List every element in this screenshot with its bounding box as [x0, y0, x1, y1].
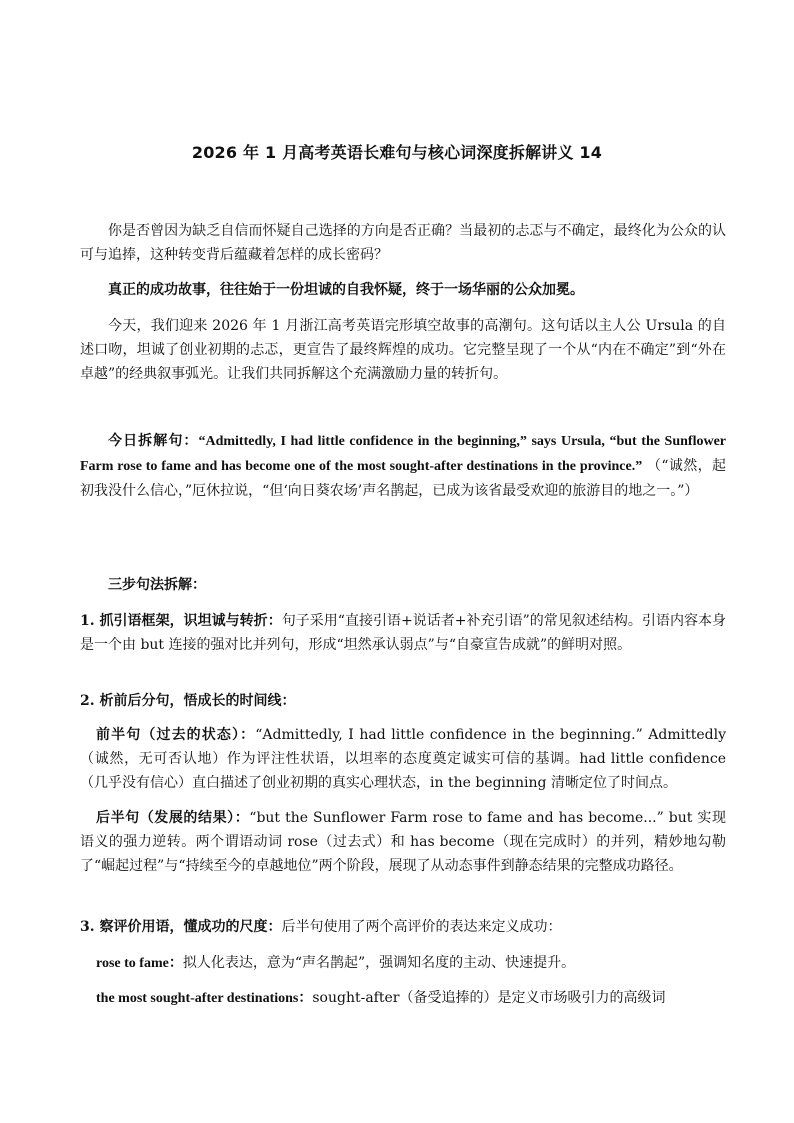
lead-sentence: 真正的成功故事，往往始于一份坦诚的自我怀疑，终于一场华丽的公众加冕。	[108, 282, 584, 298]
first-clause-paragraph	[80, 723, 726, 795]
rose-to-fame-term: rose to fame：	[96, 956, 183, 971]
rose-to-fame-item	[96, 951, 726, 976]
sentence-translation: （“诚然，起初我没什么信心，”厄休拉说，“但‘向日葵农场’声名鹊起，已成为该省最受欢迎的旅游目的地之一。”）	[80, 458, 726, 499]
step-3-heading: 3. 察评价用语，懂成功的尺度：	[80, 919, 282, 935]
intro-paragraph: 你是否曾因为缺乏自信而怀疑自己选择的方向是否正确？当最初的忐忑与不确定，最终化为公众的认可与追捧，这种转变背后蕴藏着怎样的成长密码？	[80, 223, 726, 263]
second-clause-paragraph	[80, 806, 726, 878]
page-title: 2026 年 1 月高考英语长难句与核心词深度拆解讲义 14	[191, 143, 603, 162]
second-clause-body: “but the Sunflower Farm rose to fame and has become...” but 实现语义的强力逆转。两个谓语动词 rose（过去式）和 has become（现在完成时）的并列，精妙地勾勒了“崛起过程”与“持续至今的卓越地位”两个阶段，展现了从动态事件到静态结果的完整成功路径。	[80, 810, 726, 874]
step-3-paragraph	[80, 915, 726, 939]
step-1-heading: 1. 抓引语框架，识坦诚与转折：	[80, 613, 282, 629]
first-clause-body: “Admittedly, I had little confidence in the beginning.” Admittedly（诚然，无可否认地）作为评注性状语，以坦率的态度奠定诚实可信的基调。had little confidence（几乎没有信心）直白描述了创业初期的真实心理状态，in the beginning 清晰定位了时间点。	[80, 727, 726, 791]
sentence-english: “Admittedly, I had little confidence in the beginning,” says Ursula, “but the Sunflower Farm rose to fame and has become one of the most sought-after destinations in the province.”	[80, 434, 726, 474]
rose-to-fame-explanation: 拟人化表达，意为“声名鹊起”，强调知名度的主动、快速提升。	[182, 955, 576, 971]
step-1-body: 句子采用“直接引语+说话者+补充引语”的常见叙述结构。引语内容本身是一个由 but 连接的强对比并列句，形成“坦然承认弱点”与“自豪宣告成就”的鲜明对照。	[80, 613, 726, 653]
sentence-label: 今日拆解句：	[108, 433, 199, 449]
sought-after-item	[96, 986, 726, 1011]
step-3-body: 后半句使用了两个高评价的表达来定义成功：	[281, 919, 562, 935]
sought-after-term: the most sought-after destinations：	[96, 991, 313, 1006]
step-2-heading: 2. 析前后分句，悟成长的时间线：	[80, 693, 296, 709]
sought-after-explanation: sought-after（备受追捧的）是定义市场吸引力的高级词	[312, 990, 666, 1006]
today-paragraph: 今天，我们迎来 2026 年 1 月浙江高考英语完形填空故事的高潮句。这句话以主人公 Ursula 的自述口吻，坦诚了创业初期的忐忑，更宣告了最终辉煌的成功。它完整呈现了一个从“内在不确定”到“外在卓越”的经典叙事弧光。让我们共同拆解这个充满激励力量的转折句。	[80, 318, 726, 382]
second-clause-heading: 后半句（发展的结果）：	[96, 810, 250, 826]
step-1-paragraph	[80, 609, 726, 657]
target-sentence-paragraph	[80, 429, 726, 503]
steps-heading: 三步句法拆解：	[108, 577, 206, 593]
first-clause-heading: 前半句（过去的状态）：	[96, 727, 256, 743]
